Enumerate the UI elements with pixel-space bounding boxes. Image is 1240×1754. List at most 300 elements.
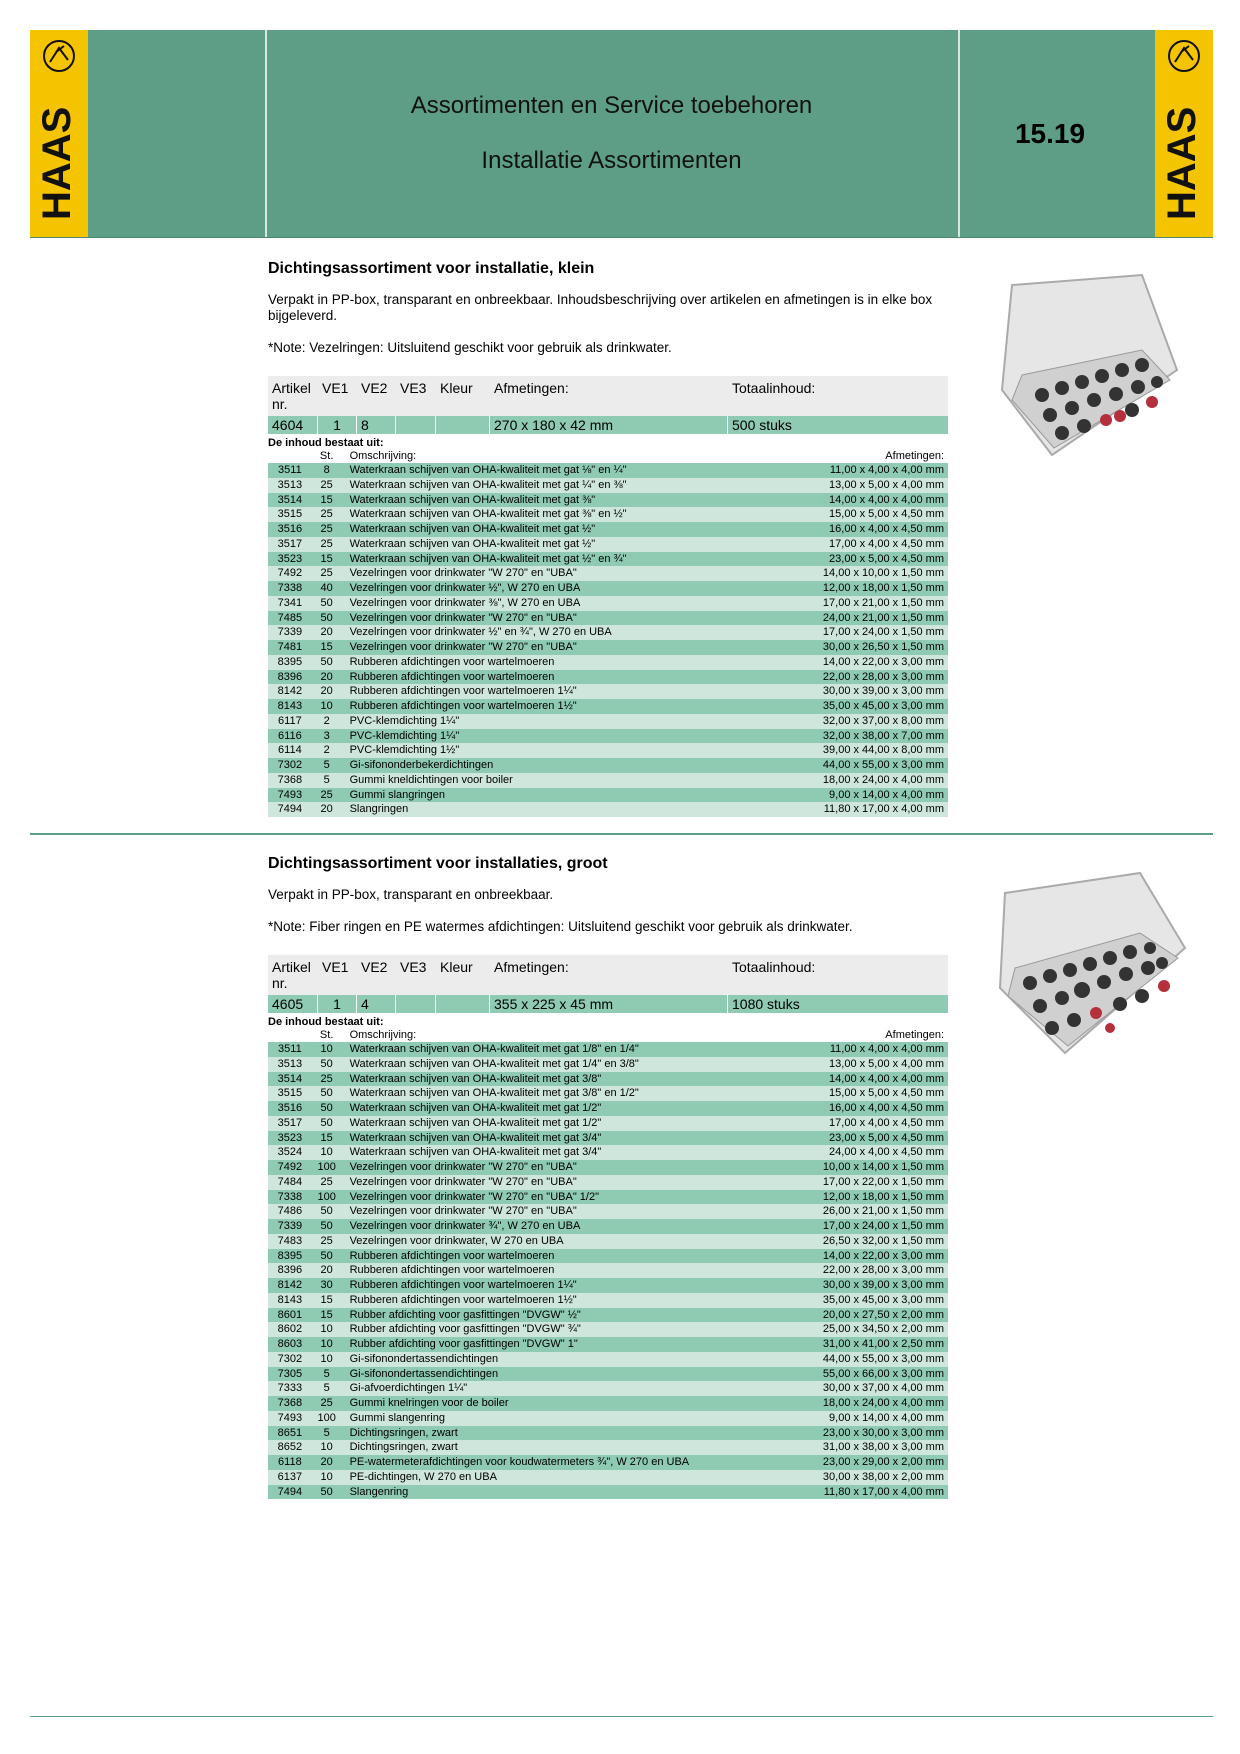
item-article-number: 3513 [277,1057,303,1070]
table-row [268,699,948,714]
item-quantity: 3 [323,729,330,742]
item-description: Dichtingsringen, zwart [349,1426,458,1439]
item-dimensions: 11,00 x 4,00 x 4,00 mm [829,464,944,476]
item-article-number: 3513 [277,478,303,491]
item-description: Waterkraan schijven van OHA-kwaliteit met gat ½" [349,523,596,535]
item-description: Waterkraan schijven van OHA-kwaliteit met gat ⅜" en ½" [349,508,627,521]
table-row [268,1440,948,1455]
item-dimensions: 16,00 x 4,00 x 4,50 mm [829,1102,944,1114]
item-quantity: 20 [320,685,333,698]
item-dimensions: 22,00 x 28,00 x 3,00 mm [822,1264,944,1277]
contents-header-st: St. [319,450,334,462]
item-description: Rubberen afdichtingen voor wartelmoeren 1¼" [349,1279,577,1291]
item-description: Vezelringen voor drinkwater "W 270" en "UBA" 1/2" [349,1190,599,1203]
article-ve1: 1 [318,995,357,1013]
column-header: Afmetingen: [494,380,569,396]
item-dimensions: 14,00 x 22,00 x 3,00 mm [822,655,944,668]
item-description: Rubber afdichting voor gasfittingen "DVGW" ½" [349,1308,581,1321]
item-article-number: 8142 [277,685,303,698]
item-description: Waterkraan schijven van OHA-kwaliteit met gat 3/8" en 1/2" [349,1087,639,1100]
article-ve3 [396,416,436,434]
item-description: PVC-klemdichting 1¼" [349,729,460,742]
item-quantity: 25 [320,788,333,801]
item-article-number: 7494 [277,803,303,816]
table-row [268,625,948,640]
haas-logo-icon [1155,30,1213,237]
item-article-number: 8602 [277,1323,303,1336]
item-description: Rubberen afdichtingen voor wartelmoeren [349,1249,555,1262]
column-header: VE1 [322,959,349,975]
item-quantity: 10 [320,1352,333,1365]
item-description: Waterkraan schijven van OHA-kwaliteit met gat 3/8" [349,1072,602,1085]
article-kleur [436,416,490,434]
item-quantity: 25 [320,1397,333,1409]
item-quantity: 10 [320,1441,333,1454]
table-row [268,729,948,744]
contents-header [268,1029,948,1042]
item-dimensions: 15,00 x 5,00 x 4,50 mm [829,508,944,521]
item-dimensions: 15,00 x 5,00 x 4,50 mm [829,1087,944,1100]
item-quantity: 50 [320,1116,333,1129]
table-row [268,640,948,655]
table-row [268,1057,948,1072]
item-description: Rubberen afdichtingen voor wartelmoeren [349,655,555,668]
item-quantity: 10 [320,1470,333,1483]
item-quantity: 30 [320,1279,333,1291]
table-row [268,1249,948,1264]
item-article-number: 8142 [277,1279,303,1291]
item-quantity: 50 [320,655,333,668]
item-article-number: 3514 [277,493,303,506]
item-article-number: 3523 [277,552,303,565]
item-article-number: 8395 [277,655,303,668]
item-dimensions: 39,00 x 44,00 x 8,00 mm [822,744,944,757]
table-row [268,1337,948,1352]
item-article-number: 8396 [277,1264,303,1277]
item-quantity: 50 [320,1057,333,1070]
page-title: Assortimenten en Service toebehoren [410,92,813,119]
column-header: VE2 [361,380,388,396]
table-row [268,1278,948,1293]
section-note: *Note: Fiber ringen en PE watermes afdichtingen: Uitsluitend geschikt voor gebruik als drinkwater. [268,919,853,934]
item-article-number: 3516 [277,523,303,535]
table-row [268,1455,948,1470]
table-row [268,581,948,596]
item-description: Waterkraan schijven van OHA-kwaliteit met gat 1/4" en 3/8" [349,1057,639,1070]
item-dimensions: 55,00 x 66,00 x 3,00 mm [822,1367,944,1380]
item-article-number: 8396 [277,670,303,683]
table-row [268,596,948,611]
article-totaal: 1080 stuks [732,996,800,1012]
item-dimensions: 11,80 x 17,00 x 4,00 mm [823,1485,944,1498]
article-row [268,416,948,434]
item-quantity: 2 [323,744,330,757]
item-quantity: 50 [320,1249,333,1262]
item-quantity: 25 [320,523,333,535]
item-article-number: 7492 [277,1161,303,1173]
item-description: PVC-klemdichting 1¼" [349,714,460,727]
table-row [268,1219,948,1234]
item-quantity: 50 [320,1220,333,1232]
contents-label: De inhoud bestaat uit: [268,437,384,449]
table-row [268,1381,948,1396]
item-dimensions: 17,00 x 22,00 x 1,50 mm [822,1175,944,1188]
item-description: PE-watermeterafdichtingen voor koudwatermeters ¾", W 270 en UBA [349,1456,690,1468]
item-description: Vezelringen voor drinkwater "W 270" en "UBA" [349,1161,577,1173]
contents-header-st: St. [319,1029,334,1041]
item-quantity: 20 [320,670,333,683]
table-row [268,1190,948,1205]
item-article-number: 8601 [277,1308,303,1321]
article-ve1: 1 [318,416,357,434]
column-header: Totaalinhoud: [732,959,816,975]
item-article-number: 6116 [278,729,302,742]
table-row [268,552,948,567]
header-divider [265,30,267,237]
table-row [268,670,948,685]
item-dimensions: 31,00 x 41,00 x 2,50 mm [822,1338,944,1350]
item-article-number: 7338 [277,582,303,594]
item-article-number: 8395 [277,1249,303,1262]
item-article-number: 3511 [278,1043,302,1055]
item-description: Waterkraan schijven van OHA-kwaliteit met gat 1/2" [349,1116,602,1129]
item-dimensions: 44,00 x 55,00 x 3,00 mm [822,759,944,771]
column-header: Totaalinhoud: [732,380,816,396]
section-note: *Note: Vezelringen: Uitsluitend geschikt voor gebruik als drinkwater. [268,340,672,355]
item-article-number: 8651 [277,1426,303,1439]
page-subtitle: Installatie Assortimenten [481,147,742,174]
article-ve3 [396,995,436,1013]
item-dimensions: 30,00 x 39,00 x 3,00 mm [822,1279,944,1291]
table-row [268,1367,948,1382]
article-table-header [268,955,948,995]
table-row [268,1160,948,1175]
table-row [268,684,948,699]
item-quantity: 5 [323,1367,330,1380]
contents-header-afmetingen: Afmetingen: [885,450,944,462]
column-header: VE3 [400,380,427,396]
item-description: Waterkraan schijven van OHA-kwaliteit met gat ⅛" en ¼" [349,464,627,476]
table-row [268,1396,948,1411]
item-dimensions: 9,00 x 14,00 x 4,00 mm [829,788,944,801]
item-dimensions: 30,00 x 39,00 x 3,00 mm [822,685,944,698]
column-header: Artikel nr. [272,380,311,412]
item-description: Waterkraan schijven van OHA-kwaliteit met gat 3/4" [349,1146,602,1159]
item-description: Vezelringen voor drinkwater ⅜", W 270 en UBA [349,596,581,609]
item-article-number: 3515 [277,508,303,521]
item-dimensions: 11,80 x 17,00 x 4,00 mm [823,803,944,816]
item-quantity: 15 [320,1308,333,1321]
table-row [268,1352,948,1367]
column-header: Afmetingen: [494,959,569,975]
item-quantity: 8 [323,464,330,476]
svg-text:HAAS: HAAS [35,106,79,220]
item-description: Gummi slangenring [349,1411,445,1424]
item-article-number: 3517 [277,537,303,550]
item-description: Gi-sifonondertassendichtingen [349,1352,499,1365]
item-description: Vezelringen voor drinkwater "W 270" en "UBA" [349,1205,577,1218]
item-quantity: 15 [320,1131,333,1144]
item-quantity: 10 [320,1323,333,1336]
item-dimensions: 13,00 x 5,00 x 4,00 mm [829,478,944,491]
product-section-small [268,260,948,817]
item-description: Vezelringen voor drinkwater "W 270" en "UBA" [349,641,577,653]
item-dimensions: 35,00 x 45,00 x 3,00 mm [822,700,944,712]
item-dimensions: 14,00 x 4,00 x 4,00 mm [829,1072,944,1085]
item-quantity: 25 [320,478,333,491]
section-divider [30,833,1213,835]
item-description: Waterkraan schijven van OHA-kwaliteit met gat ¼" en ⅜" [349,478,627,491]
item-description: Rubberen afdichtingen voor wartelmoeren [349,670,555,683]
item-description: PE-dichtingen, W 270 en UBA [349,1470,497,1483]
article-number: 4605 [268,995,318,1013]
item-description: Gummi slangringen [349,788,445,801]
item-dimensions: 18,00 x 24,00 x 4,00 mm [822,773,944,786]
item-article-number: 7339 [277,1220,303,1232]
item-quantity: 100 [317,1190,336,1203]
item-description: PVC-klemdichting 1½" [349,744,460,757]
item-quantity: 25 [320,1234,333,1247]
article-ve2: 4 [357,995,396,1013]
item-dimensions: 14,00 x 4,00 x 4,00 mm [829,493,944,506]
table-row [268,1263,948,1278]
item-article-number: 7302 [277,759,303,771]
item-quantity: 100 [317,1411,336,1424]
item-description: Vezelringen voor drinkwater "W 270" en "UBA" [349,1175,577,1188]
table-row [268,1234,948,1249]
item-dimensions: 32,00 x 38,00 x 7,00 mm [822,729,944,742]
article-totaal: 500 stuks [732,417,792,433]
article-afmetingen: 270 x 180 x 42 mm [490,416,728,434]
article-kleur [436,995,490,1013]
item-quantity: 50 [320,1087,333,1100]
item-description: Vezelringen voor drinkwater ¾", W 270 en UBA [349,1220,581,1232]
item-dimensions: 12,00 x 18,00 x 1,50 mm [822,1190,944,1203]
item-article-number: 7493 [277,1411,303,1424]
contents-table [268,1042,948,1499]
item-description: Dichtingsringen, zwart [349,1441,458,1454]
item-article-number: 3517 [277,1116,303,1129]
table-row [268,743,948,758]
table-row [268,1485,948,1500]
contents-header-omschrijving: Omschrijving: [349,450,417,462]
item-article-number: 3523 [277,1131,303,1144]
item-article-number: 7494 [277,1485,303,1498]
section-title: Dichtingsassortiment voor installatie, klein [268,260,595,277]
item-dimensions: 14,00 x 22,00 x 3,00 mm [822,1249,944,1262]
item-dimensions: 22,00 x 28,00 x 3,00 mm [822,670,944,683]
item-quantity: 5 [323,759,330,771]
contents-header-omschrijving: Omschrijving: [349,1029,417,1041]
item-quantity: 10 [320,1043,333,1055]
item-article-number: 7338 [277,1190,303,1203]
item-description: Gi-sifonondertassendichtingen [349,1367,499,1380]
item-dimensions: 17,00 x 4,00 x 4,50 mm [829,537,944,550]
item-dimensions: 17,00 x 24,00 x 1,50 mm [822,1220,944,1232]
table-row [268,1322,948,1337]
table-row [268,463,948,478]
item-article-number: 3515 [277,1087,303,1100]
item-description: Vezelringen voor drinkwater, W 270 en UBA [349,1234,564,1247]
column-header: Artikel nr. [272,959,311,991]
contents-table [268,463,948,817]
item-description: Gummi knelringen voor de boiler [349,1397,509,1409]
item-dimensions: 30,00 x 37,00 x 4,00 mm [822,1382,944,1395]
item-dimensions: 32,00 x 37,00 x 8,00 mm [822,714,944,727]
item-article-number: 7341 [277,596,303,609]
table-row [268,1175,948,1190]
item-dimensions: 26,50 x 32,00 x 1,50 mm [822,1234,944,1247]
item-description: Gi-afvoerdichtingen 1¼" [349,1382,468,1395]
header-divider [958,30,960,237]
item-dimensions: 18,00 x 24,00 x 4,00 mm [822,1397,944,1409]
item-description: Vezelringen voor drinkwater ½", W 270 en UBA [349,582,581,594]
table-row [268,537,948,552]
item-article-number: 7493 [277,788,303,801]
item-article-number: 7368 [277,1397,303,1409]
item-article-number: 7368 [277,773,303,786]
table-row [268,1470,948,1485]
item-dimensions: 14,00 x 10,00 x 1,50 mm [822,567,944,580]
item-quantity: 2 [323,714,330,727]
item-description: Waterkraan schijven van OHA-kwaliteit met gat ⅜" [349,493,596,506]
table-row [268,1426,948,1441]
item-description: Rubberen afdichtingen voor wartelmoeren 1½" [349,1293,577,1306]
item-description: Waterkraan schijven van OHA-kwaliteit met gat ½" en ¾" [349,552,627,565]
item-quantity: 100 [317,1161,336,1173]
item-quantity: 15 [320,1293,333,1306]
contents-header [268,450,948,463]
item-article-number: 7305 [277,1367,303,1380]
item-description: Rubber afdichting voor gasfittingen "DVGW" 1" [349,1338,578,1350]
item-article-number: 7483 [277,1234,303,1247]
item-description: Rubberen afdichtingen voor wartelmoeren [349,1264,555,1277]
item-dimensions: 24,00 x 4,00 x 4,50 mm [829,1146,944,1159]
table-row [268,1131,948,1146]
item-dimensions: 23,00 x 5,00 x 4,50 mm [829,552,944,565]
item-dimensions: 35,00 x 45,00 x 3,00 mm [822,1293,944,1306]
column-header: VE2 [361,959,388,975]
contents-label: De inhoud bestaat uit: [268,1016,384,1028]
table-row [268,758,948,773]
item-description: Waterkraan schijven van OHA-kwaliteit met gat ½" [349,537,596,550]
table-row [268,507,948,522]
item-description: Rubber afdichting voor gasfittingen "DVGW" ¾" [349,1323,581,1336]
item-description: Waterkraan schijven van OHA-kwaliteit met gat 1/2" [349,1102,602,1114]
item-quantity: 25 [320,1072,333,1085]
article-ve2: 8 [357,416,396,434]
item-quantity: 25 [320,567,333,580]
item-article-number: 7492 [277,567,303,580]
item-quantity: 5 [323,1382,330,1395]
item-quantity: 5 [323,1426,330,1439]
item-description: Slangringen [349,803,409,816]
product-section-large [268,855,948,1499]
table-row [268,522,948,537]
item-dimensions: 16,00 x 4,00 x 4,50 mm [829,523,944,535]
item-article-number: 8652 [277,1441,303,1454]
item-quantity: 25 [320,508,333,521]
item-article-number: 6117 [278,714,302,727]
item-description: Waterkraan schijven van OHA-kwaliteit met gat 1/8" en 1/4" [349,1043,639,1055]
page-header [30,30,1213,238]
item-article-number: 3511 [278,464,302,476]
item-description: Slangenring [349,1485,409,1498]
svg-text:HAAS: HAAS [1160,106,1204,220]
article-afmetingen: 355 x 225 x 45 mm [490,995,728,1013]
item-quantity: 20 [320,803,333,816]
table-row [268,1116,948,1131]
item-dimensions: 17,00 x 4,00 x 4,50 mm [829,1116,944,1129]
item-quantity: 50 [320,1102,333,1114]
item-article-number: 3524 [277,1146,303,1159]
column-header: VE1 [322,380,349,396]
table-row [268,655,948,670]
item-dimensions: 11,00 x 4,00 x 4,00 mm [829,1043,944,1055]
item-quantity: 15 [320,493,333,506]
item-quantity: 10 [320,1338,333,1350]
table-row [268,802,948,817]
table-row [268,478,948,493]
table-row [268,1086,948,1101]
item-article-number: 7485 [277,611,303,624]
item-article-number: 7486 [277,1205,303,1218]
table-row [268,611,948,626]
table-row [268,1308,948,1323]
column-header: VE3 [400,959,427,975]
item-dimensions: 26,00 x 21,00 x 1,50 mm [822,1205,944,1218]
item-article-number: 7302 [277,1352,303,1365]
item-article-number: 8603 [277,1338,303,1350]
table-row [268,788,948,803]
item-dimensions: 30,00 x 38,00 x 2,00 mm [822,1470,944,1483]
item-quantity: 10 [320,700,333,712]
item-description: Rubberen afdichtingen voor wartelmoeren 1¼" [349,685,577,698]
item-quantity: 50 [320,611,333,624]
item-dimensions: 24,00 x 21,00 x 1,50 mm [822,611,944,624]
table-row [268,714,948,729]
item-quantity: 20 [320,1456,333,1468]
section-description: Verpakt in PP-box, transparant en onbreekbaar. Inhoudsbeschrijving over artikelen en afmetingen is in elke box bijgeleverd. [268,292,933,323]
item-quantity: 50 [320,1205,333,1218]
item-article-number: 7484 [277,1175,303,1188]
item-article-number: 7481 [277,641,303,653]
item-article-number: 7339 [277,626,303,639]
item-dimensions: 44,00 x 55,00 x 3,00 mm [822,1352,944,1365]
item-quantity: 25 [320,1175,333,1188]
item-article-number: 3516 [277,1102,303,1114]
item-dimensions: 23,00 x 5,00 x 4,50 mm [829,1131,944,1144]
item-article-number: 6114 [278,744,302,757]
table-row [268,1293,948,1308]
item-quantity: 15 [320,641,333,653]
product-box-photo [992,270,1192,465]
item-dimensions: 10,00 x 14,00 x 1,50 mm [822,1161,944,1173]
item-description: Vezelringen voor drinkwater "W 270" en "UBA" [349,567,577,580]
item-dimensions: 13,00 x 5,00 x 4,00 mm [829,1057,944,1070]
item-quantity: 10 [320,1146,333,1159]
contents-header-afmetingen: Afmetingen: [885,1029,944,1041]
item-dimensions: 31,00 x 38,00 x 3,00 mm [822,1441,944,1454]
item-description: Gi-sifononderbekerdichtingen [349,759,494,771]
item-article-number: 8143 [277,700,303,712]
column-header: Kleur [440,959,473,975]
table-row [268,1042,948,1057]
item-dimensions: 23,00 x 29,00 x 2,00 mm [822,1456,944,1468]
item-description: Gummi kneldichtingen voor boiler [349,773,513,786]
item-quantity: 40 [320,582,333,594]
table-row [268,566,948,581]
